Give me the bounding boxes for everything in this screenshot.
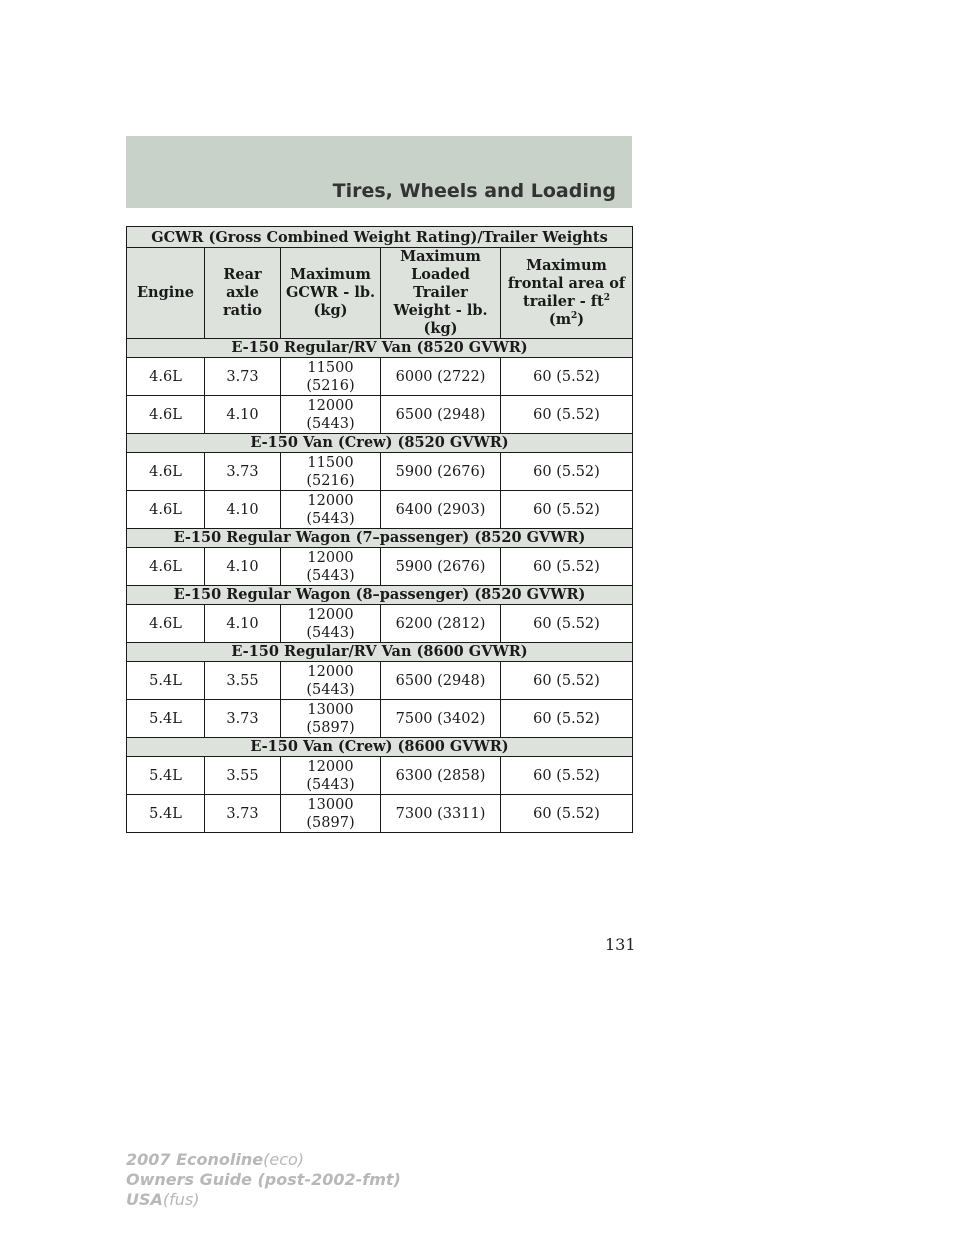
cell-max-trailer-weight: 6200 (2812) bbox=[381, 605, 501, 643]
cell-max-trailer-weight: 6300 (2858) bbox=[381, 757, 501, 795]
cell-rear-axle-ratio: 4.10 bbox=[205, 491, 281, 529]
cell-max-frontal-area: 60 (5.52) bbox=[501, 605, 633, 643]
table-row bbox=[127, 700, 633, 738]
cell-rear-axle-ratio: 4.10 bbox=[205, 396, 281, 434]
cell-engine: 5.4L bbox=[127, 795, 205, 833]
frontal-area-metric: (m bbox=[548, 311, 572, 328]
table-row bbox=[127, 605, 633, 643]
footer-model-code: (eco) bbox=[263, 1150, 305, 1169]
cell-max-gcwr: 12000 (5443) bbox=[281, 662, 381, 700]
cell-max-gcwr: 12000 (5443) bbox=[281, 491, 381, 529]
gcwr-trailer-weights-table bbox=[126, 226, 633, 833]
cell-max-frontal-area: 60 (5.52) bbox=[501, 358, 633, 396]
col-rear-axle-ratio: Rear axle ratio bbox=[205, 248, 281, 339]
frontal-area-text: Maximum frontal area of trailer - ft bbox=[507, 257, 626, 310]
cell-max-frontal-area: 60 (5.52) bbox=[501, 396, 633, 434]
cell-rear-axle-ratio: 3.55 bbox=[205, 757, 281, 795]
table-title: GCWR (Gross Combined Weight Rating)/Trailer Weights bbox=[127, 227, 633, 248]
cell-max-frontal-area: 60 (5.52) bbox=[501, 548, 633, 586]
cell-max-trailer-weight: 6500 (2948) bbox=[381, 396, 501, 434]
cell-rear-axle-ratio: 4.10 bbox=[205, 548, 281, 586]
cell-max-trailer-weight: 6000 (2722) bbox=[381, 358, 501, 396]
cell-engine: 4.6L bbox=[127, 396, 205, 434]
table-row bbox=[127, 396, 633, 434]
table-row bbox=[127, 548, 633, 586]
group-heading: E-150 Regular/RV Van (8520 GVWR) bbox=[127, 339, 633, 358]
cell-engine: 4.6L bbox=[127, 358, 205, 396]
cell-max-gcwr: 12000 (5443) bbox=[281, 605, 381, 643]
cell-max-frontal-area: 60 (5.52) bbox=[501, 757, 633, 795]
col-max-gcwr: Maximum GCWR - lb. (kg) bbox=[281, 248, 381, 339]
cell-max-frontal-area: 60 (5.52) bbox=[501, 795, 633, 833]
cell-rear-axle-ratio: 3.55 bbox=[205, 662, 281, 700]
cell-engine: 4.6L bbox=[127, 491, 205, 529]
col-max-trailer-weight: Maximum Loaded Trailer Weight - lb. (kg) bbox=[381, 248, 501, 339]
cell-engine: 5.4L bbox=[127, 757, 205, 795]
document-footer bbox=[126, 1150, 401, 1210]
table-row bbox=[127, 795, 633, 833]
col-max-frontal-area bbox=[501, 248, 633, 339]
table-row bbox=[127, 662, 633, 700]
cell-max-trailer-weight: 6400 (2903) bbox=[381, 491, 501, 529]
table-row bbox=[127, 453, 633, 491]
frontal-area-sup-1: 2 bbox=[603, 293, 610, 304]
col-engine: Engine bbox=[127, 248, 205, 339]
cell-max-gcwr: 12000 (5443) bbox=[281, 757, 381, 795]
cell-engine: 4.6L bbox=[127, 453, 205, 491]
section-title: Tires, Wheels and Loading bbox=[332, 180, 616, 202]
cell-max-frontal-area: 60 (5.52) bbox=[501, 700, 633, 738]
cell-engine: 5.4L bbox=[127, 700, 205, 738]
group-heading: E-150 Regular/RV Van (8600 GVWR) bbox=[127, 643, 633, 662]
cell-rear-axle-ratio: 3.73 bbox=[205, 358, 281, 396]
frontal-area-sup-2: 2 bbox=[571, 311, 578, 322]
cell-max-trailer-weight: 7300 (3311) bbox=[381, 795, 501, 833]
group-heading: E-150 Van (Crew) (8600 GVWR) bbox=[127, 738, 633, 757]
page-number: 131 bbox=[605, 935, 636, 954]
group-heading: E-150 Regular Wagon (8–passenger) (8520 GVWR) bbox=[127, 586, 633, 605]
cell-engine: 4.6L bbox=[127, 548, 205, 586]
table-row bbox=[127, 757, 633, 795]
frontal-area-close: ) bbox=[577, 311, 585, 328]
cell-max-gcwr: 12000 (5443) bbox=[281, 396, 381, 434]
cell-engine: 4.6L bbox=[127, 605, 205, 643]
cell-rear-axle-ratio: 3.73 bbox=[205, 795, 281, 833]
cell-max-frontal-area: 60 (5.52) bbox=[501, 491, 633, 529]
cell-engine: 5.4L bbox=[127, 662, 205, 700]
cell-rear-axle-ratio: 3.73 bbox=[205, 700, 281, 738]
footer-market: USA bbox=[126, 1190, 163, 1209]
cell-max-frontal-area: 60 (5.52) bbox=[501, 662, 633, 700]
cell-max-frontal-area: 60 (5.52) bbox=[501, 453, 633, 491]
cell-max-gcwr: 11500 (5216) bbox=[281, 358, 381, 396]
cell-max-trailer-weight: 6500 (2948) bbox=[381, 662, 501, 700]
cell-max-gcwr: 11500 (5216) bbox=[281, 453, 381, 491]
footer-guide: Owners Guide (post-2002-fmt) bbox=[126, 1170, 401, 1189]
footer-market-code: (fus) bbox=[162, 1190, 200, 1209]
cell-max-trailer-weight: 5900 (2676) bbox=[381, 548, 501, 586]
cell-rear-axle-ratio: 4.10 bbox=[205, 605, 281, 643]
group-heading: E-150 Regular Wagon (7–passenger) (8520 GVWR) bbox=[127, 529, 633, 548]
cell-max-trailer-weight: 5900 (2676) bbox=[381, 453, 501, 491]
cell-max-gcwr: 12000 (5443) bbox=[281, 548, 381, 586]
footer-model: 2007 Econoline bbox=[126, 1150, 264, 1169]
cell-max-trailer-weight: 7500 (3402) bbox=[381, 700, 501, 738]
table-row bbox=[127, 358, 633, 396]
cell-max-gcwr: 13000 (5897) bbox=[281, 700, 381, 738]
table-row bbox=[127, 491, 633, 529]
section-header-band bbox=[126, 136, 632, 208]
cell-max-gcwr: 13000 (5897) bbox=[281, 795, 381, 833]
group-heading: E-150 Van (Crew) (8520 GVWR) bbox=[127, 434, 633, 453]
cell-rear-axle-ratio: 3.73 bbox=[205, 453, 281, 491]
